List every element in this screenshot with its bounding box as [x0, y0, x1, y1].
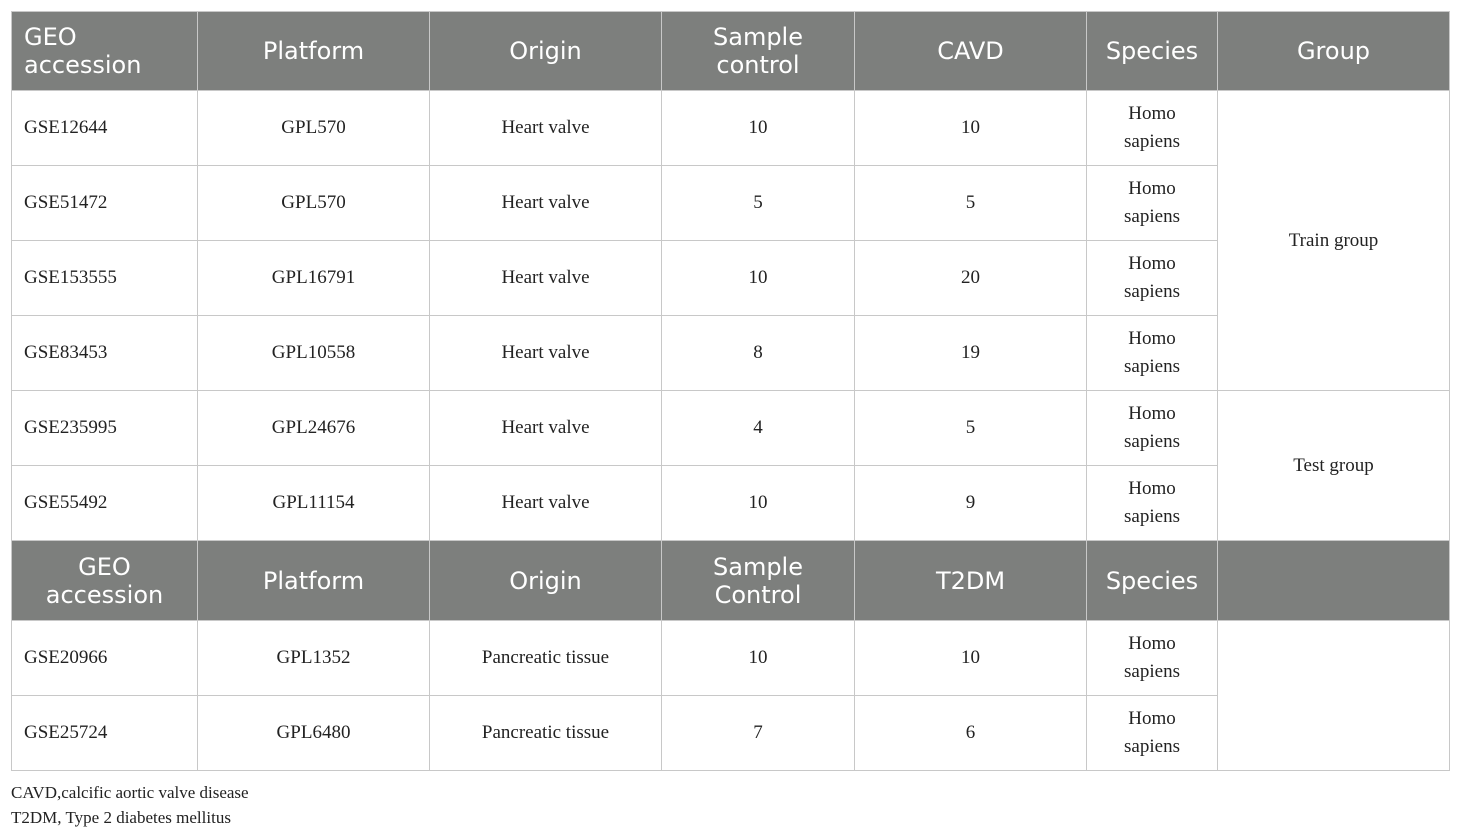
cell-control: 5: [662, 166, 855, 241]
geo-datasets-table: [11, 11, 1450, 771]
cell-origin: Pancreatic tissue: [430, 621, 662, 696]
cell-origin: Heart valve: [430, 91, 662, 166]
col-sample-control: Sample Control: [662, 541, 855, 621]
cell-platform: GPL570: [198, 91, 430, 166]
cell-accession: GSE153555: [12, 241, 198, 316]
cell-control: 4: [662, 391, 855, 466]
col-t2dm: T2DM: [855, 541, 1087, 621]
col-origin: Origin: [430, 541, 662, 621]
cell-accession: GSE25724: [12, 696, 198, 771]
table-row: [12, 621, 1450, 696]
footnote-cavd: CAVD,calcific aortic valve disease: [11, 783, 249, 802]
cell-group-empty: [1218, 621, 1450, 771]
cell-species: Homo sapiens: [1087, 621, 1218, 696]
cell-accession: GSE51472: [12, 166, 198, 241]
cell-control: 10: [662, 91, 855, 166]
cell-cases: 10: [855, 621, 1087, 696]
cell-accession: GSE20966: [12, 621, 198, 696]
cell-species: Homo sapiens: [1087, 466, 1218, 541]
cell-accession: GSE55492: [12, 466, 198, 541]
cell-group-train: Train group: [1218, 91, 1450, 391]
col-sample-control: Sample control: [662, 12, 855, 91]
cell-group-test: Test group: [1218, 391, 1450, 541]
cell-platform: GPL24676: [198, 391, 430, 466]
table-row: [12, 91, 1450, 166]
header-row-t2dm: [12, 541, 1450, 621]
cell-origin: Pancreatic tissue: [430, 696, 662, 771]
cell-species: Homo sapiens: [1087, 316, 1218, 391]
col-cavd: CAVD: [855, 12, 1087, 91]
cell-origin: Heart valve: [430, 391, 662, 466]
cell-control: 10: [662, 621, 855, 696]
table-row: [12, 391, 1450, 466]
col-platform: Platform: [198, 541, 430, 621]
col-platform: Platform: [198, 12, 430, 91]
cell-species: Homo sapiens: [1087, 91, 1218, 166]
table-footnotes: [11, 780, 249, 830]
cell-accession: GSE235995: [12, 391, 198, 466]
cell-platform: GPL1352: [198, 621, 430, 696]
col-species: Species: [1087, 12, 1218, 91]
col-species: Species: [1087, 541, 1218, 621]
cell-species: Homo sapiens: [1087, 696, 1218, 771]
cell-control: 10: [662, 241, 855, 316]
cell-origin: Heart valve: [430, 166, 662, 241]
header-row-cavd: [12, 12, 1450, 91]
cell-accession: GSE12644: [12, 91, 198, 166]
cell-species: Homo sapiens: [1087, 166, 1218, 241]
col-origin: Origin: [430, 12, 662, 91]
col-geo-accession: GEO accession: [12, 12, 198, 91]
col-empty: [1218, 541, 1450, 621]
cell-origin: Heart valve: [430, 241, 662, 316]
col-group: Group: [1218, 12, 1450, 91]
col-geo-accession: GEO accession: [12, 541, 198, 621]
cell-platform: GPL10558: [198, 316, 430, 391]
cell-control: 8: [662, 316, 855, 391]
cell-control: 10: [662, 466, 855, 541]
cell-cases: 5: [855, 166, 1087, 241]
cell-control: 7: [662, 696, 855, 771]
cell-cases: 19: [855, 316, 1087, 391]
cell-cases: 9: [855, 466, 1087, 541]
cell-species: Homo sapiens: [1087, 241, 1218, 316]
cell-accession: GSE83453: [12, 316, 198, 391]
footnote-t2dm: T2DM, Type 2 diabetes mellitus: [11, 808, 231, 827]
cell-cases: 5: [855, 391, 1087, 466]
cell-platform: GPL11154: [198, 466, 430, 541]
cell-platform: GPL6480: [198, 696, 430, 771]
cell-cases: 20: [855, 241, 1087, 316]
cell-species: Homo sapiens: [1087, 391, 1218, 466]
cell-cases: 10: [855, 91, 1087, 166]
cell-origin: Heart valve: [430, 466, 662, 541]
cell-platform: GPL570: [198, 166, 430, 241]
cell-cases: 6: [855, 696, 1087, 771]
cell-platform: GPL16791: [198, 241, 430, 316]
cell-origin: Heart valve: [430, 316, 662, 391]
